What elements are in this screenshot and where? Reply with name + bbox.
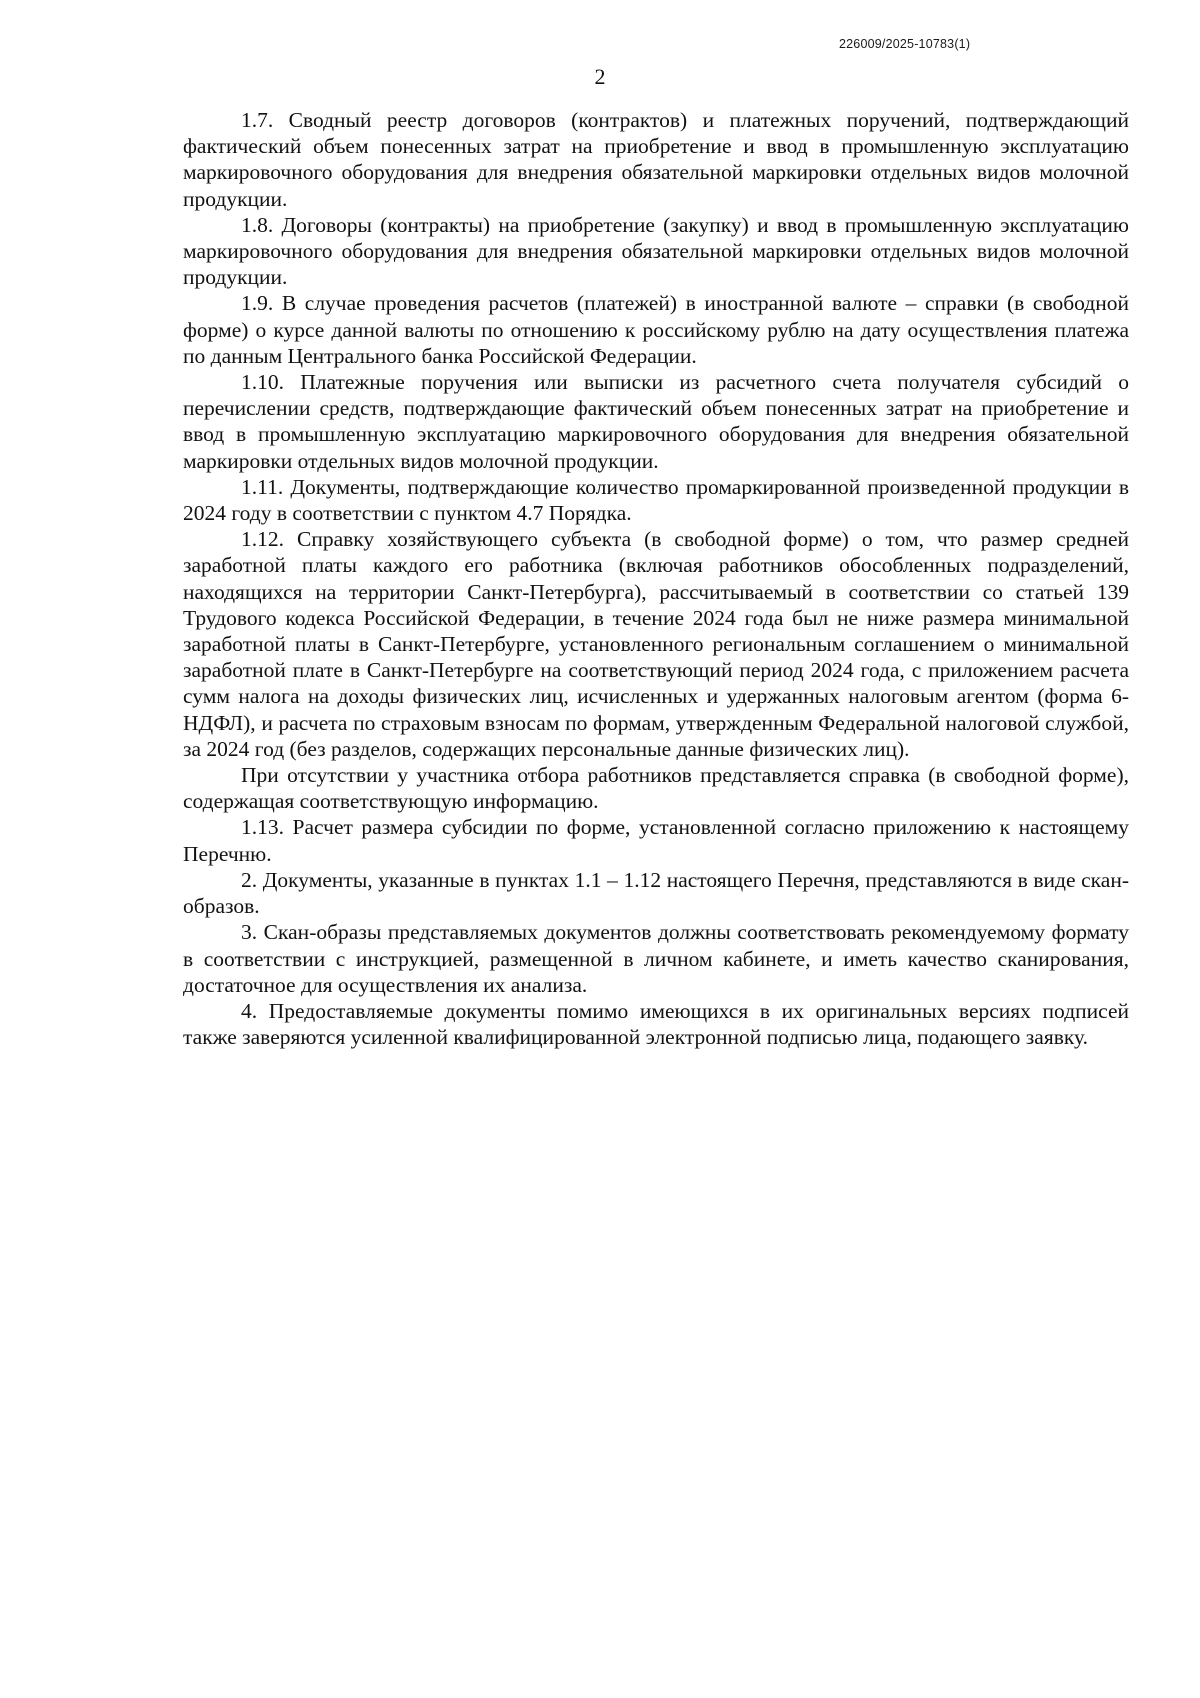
paragraph-1-8: 1.8. Договоры (контракты) на приобретение (закупку) и ввод в промышленную эксплуатацию маркировочного оборудования для внедрения обязательной маркировки отдельных видов молочной продукции. xyxy=(183,212,1129,290)
paragraph-1-7: 1.7. Сводный реестр договоров (контрактов) и платежных поручений, подтверждающий фактический объем понесенных затрат на приобретение и ввод в промышленную эксплуатацию маркировочного оборудования для внедрения обязательной маркировки отдельных видов молочной продукции. xyxy=(183,108,1129,211)
paragraph-1-11: 1.11. Документы, подтверждающие количество промаркированной произведенной продукции в 2024 году в соответствии с пунктом 4.7 Порядка. xyxy=(183,474,1129,526)
paragraph-1-13: 1.13. Расчет размера субсидии по форме, установленной согласно приложению к настоящему Перечню. xyxy=(183,815,1129,866)
paragraph-1-9: 1.9. В случае проведения расчетов (платежей) в иностранной валюте – справки (в свободной форме) о курсе данной валюты по отношению к российскому рублю на дату осуществления платежа по данным Центрального банка Российской Федерации. xyxy=(183,291,1129,368)
paragraph-1-10: 1.10. Платежные поручения или выписки из расчетного счета получателя субсидий о перечислении средств, подтверждающие фактический объем понесенных затрат на приобретение и ввод в промышленную эксплуатацию маркировочного оборудования для внедрения обязательной маркировки отдельных видов молочной продукции. xyxy=(183,370,1129,473)
paragraph-4: 4. Предоставляемые документы помимо имеющихся в их оригинальных версиях подписей также заверяются усиленной квалифицированной электронной подписью лица, подающего заявку. xyxy=(183,998,1129,1050)
paragraph-1-12: 1.12. Справку хозяйствующего субъекта (в свободной форме) о том, что размер средней заработной платы каждого его работника (включая работников обособленных подразделений, находящихся на территории Санкт-Петербурга), рассчитываемый в соответствии со статьей 139 Трудового кодекса Российской Федерации, в течение 2024 года был не ниже размера минимальной заработной платы в Санкт-Петербурге, установленного региональным соглашением о минимальной заработной плате в Санкт-Петербурге на соответствующий период 2024 года, с приложением расчета сумм налога на доходы физических лиц, исчисленных и удержанных налоговым агентом (форма 6-НДФЛ), и расчета по страховым взносам по формам, утвержденным Федеральной налоговой службой, за 2024 год (без разделов, содержащих персональные данные физических лиц). xyxy=(183,527,1129,761)
page-number: 2 xyxy=(594,64,606,89)
document-body xyxy=(183,107,1129,1050)
registration-number: 226009/2025-10783(1) xyxy=(839,37,971,51)
paragraph-no-employees: При отсутствии у участника отбора работников представляется справка (в свободной форме), содержащая соответствующую информацию. xyxy=(183,763,1129,814)
paragraph-3: 3. Скан-образы представляемых документов должны соответствовать рекомендуемому формату в соответствии с инструкцией, размещенной в личном кабинете, и иметь качество сканирования, достаточное для осуществления их анализа. xyxy=(183,920,1129,997)
paragraph-2: 2. Документы, указанные в пунктах 1.1 – 1.12 настоящего Перечня, представляются в виде скан-образов. xyxy=(183,867,1129,919)
